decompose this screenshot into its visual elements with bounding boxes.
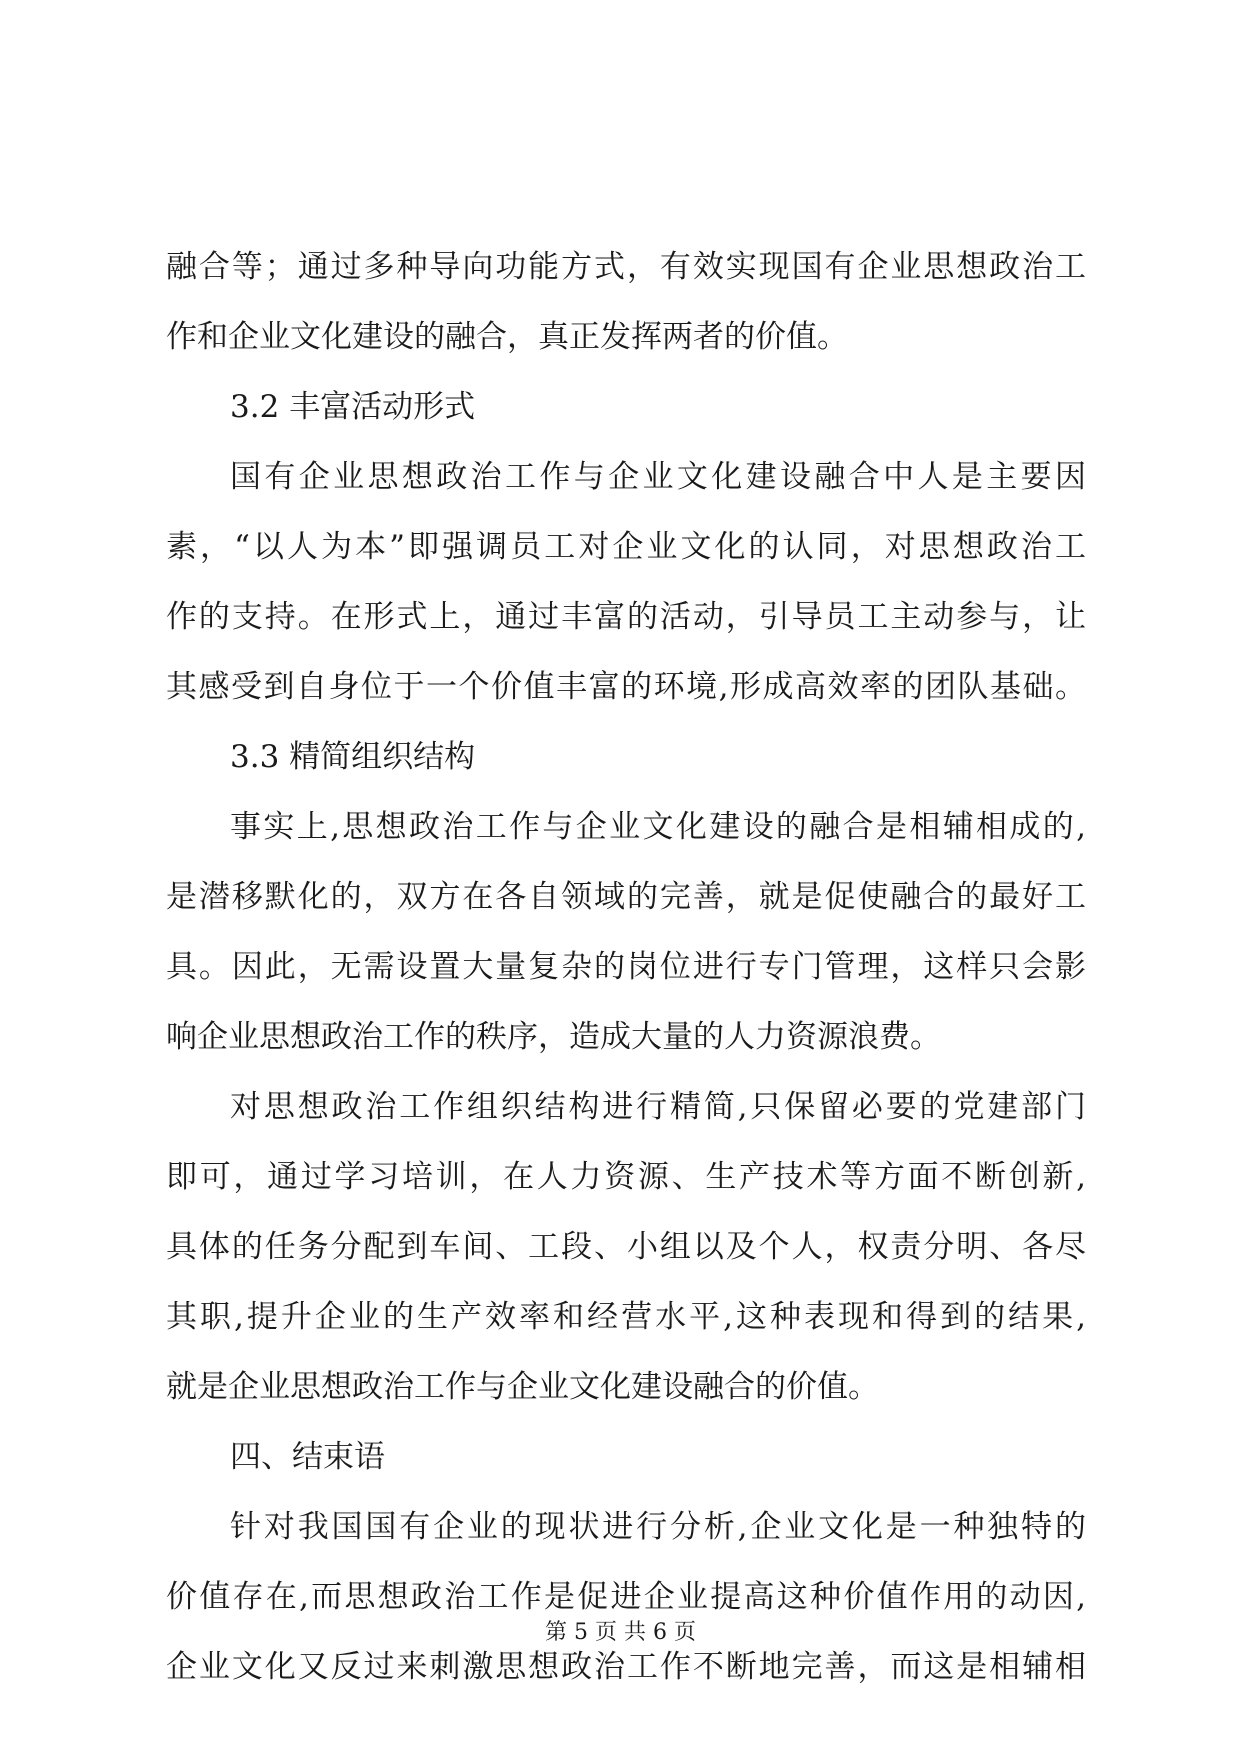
section-heading: 3.2 丰富活动形式 bbox=[230, 389, 476, 425]
body-line: 价值存在,而思想政治工作是促进企业提高这种价值作用的动因, bbox=[166, 1579, 1086, 1615]
body-line: 对思想政治工作组织结构进行精简,只保留必要的党建部门 bbox=[230, 1089, 1086, 1125]
body-line: 素，“以人为本”即强调员工对企业文化的认同，对思想政治工 bbox=[166, 529, 1086, 565]
body-line: 是潜移默化的，双方在各自领域的完善，就是促使融合的最好工 bbox=[166, 879, 1086, 915]
body-line: 企业文化又反过来刺激思想政治工作不断地完善，而这是相辅相 bbox=[166, 1649, 1086, 1685]
body-line: 作的支持。在形式上，通过丰富的活动，引导员工主动参与，让 bbox=[166, 599, 1086, 635]
body-line: 即可，通过学习培训，在人力资源、生产技术等方面不断创新, bbox=[166, 1159, 1086, 1195]
section-heading: 3.3 精简组织结构 bbox=[230, 739, 476, 775]
body-line: 融合等；通过多种导向功能方式，有效实现国有企业思想政治工 bbox=[166, 249, 1086, 285]
body-line: 其职,提升企业的生产效率和经营水平,这种表现和得到的结果, bbox=[166, 1299, 1086, 1335]
page-number-footer: 第 5 页 共 6 页 bbox=[545, 1620, 696, 1645]
body-line: 就是企业思想政治工作与企业文化建设融合的价值。 bbox=[166, 1369, 879, 1405]
body-line: 响企业思想政治工作的秩序，造成大量的人力资源浪费。 bbox=[166, 1019, 941, 1055]
body-line: 作和企业文化建设的融合，真正发挥两者的价值。 bbox=[166, 319, 848, 355]
body-line: 具。因此，无需设置大量复杂的岗位进行专门管理，这样只会影 bbox=[166, 949, 1086, 985]
body-line: 具体的任务分配到车间、工段、小组以及个人，权责分明、各尽 bbox=[166, 1229, 1086, 1265]
body-line: 针对我国国有企业的现状进行分析,企业文化是一种独特的 bbox=[230, 1509, 1086, 1545]
body-line: 事实上,思想政治工作与企业文化建设的融合是相辅相成的, bbox=[230, 809, 1086, 845]
body-line: 其感受到自身位于一个价值丰富的环境,形成高效率的团队基础。 bbox=[166, 669, 1086, 705]
document-body bbox=[166, 232, 1086, 1702]
body-line: 国有企业思想政治工作与企业文化建设融合中人是主要因 bbox=[230, 459, 1086, 495]
section-heading: 四、结束语 bbox=[230, 1439, 385, 1475]
